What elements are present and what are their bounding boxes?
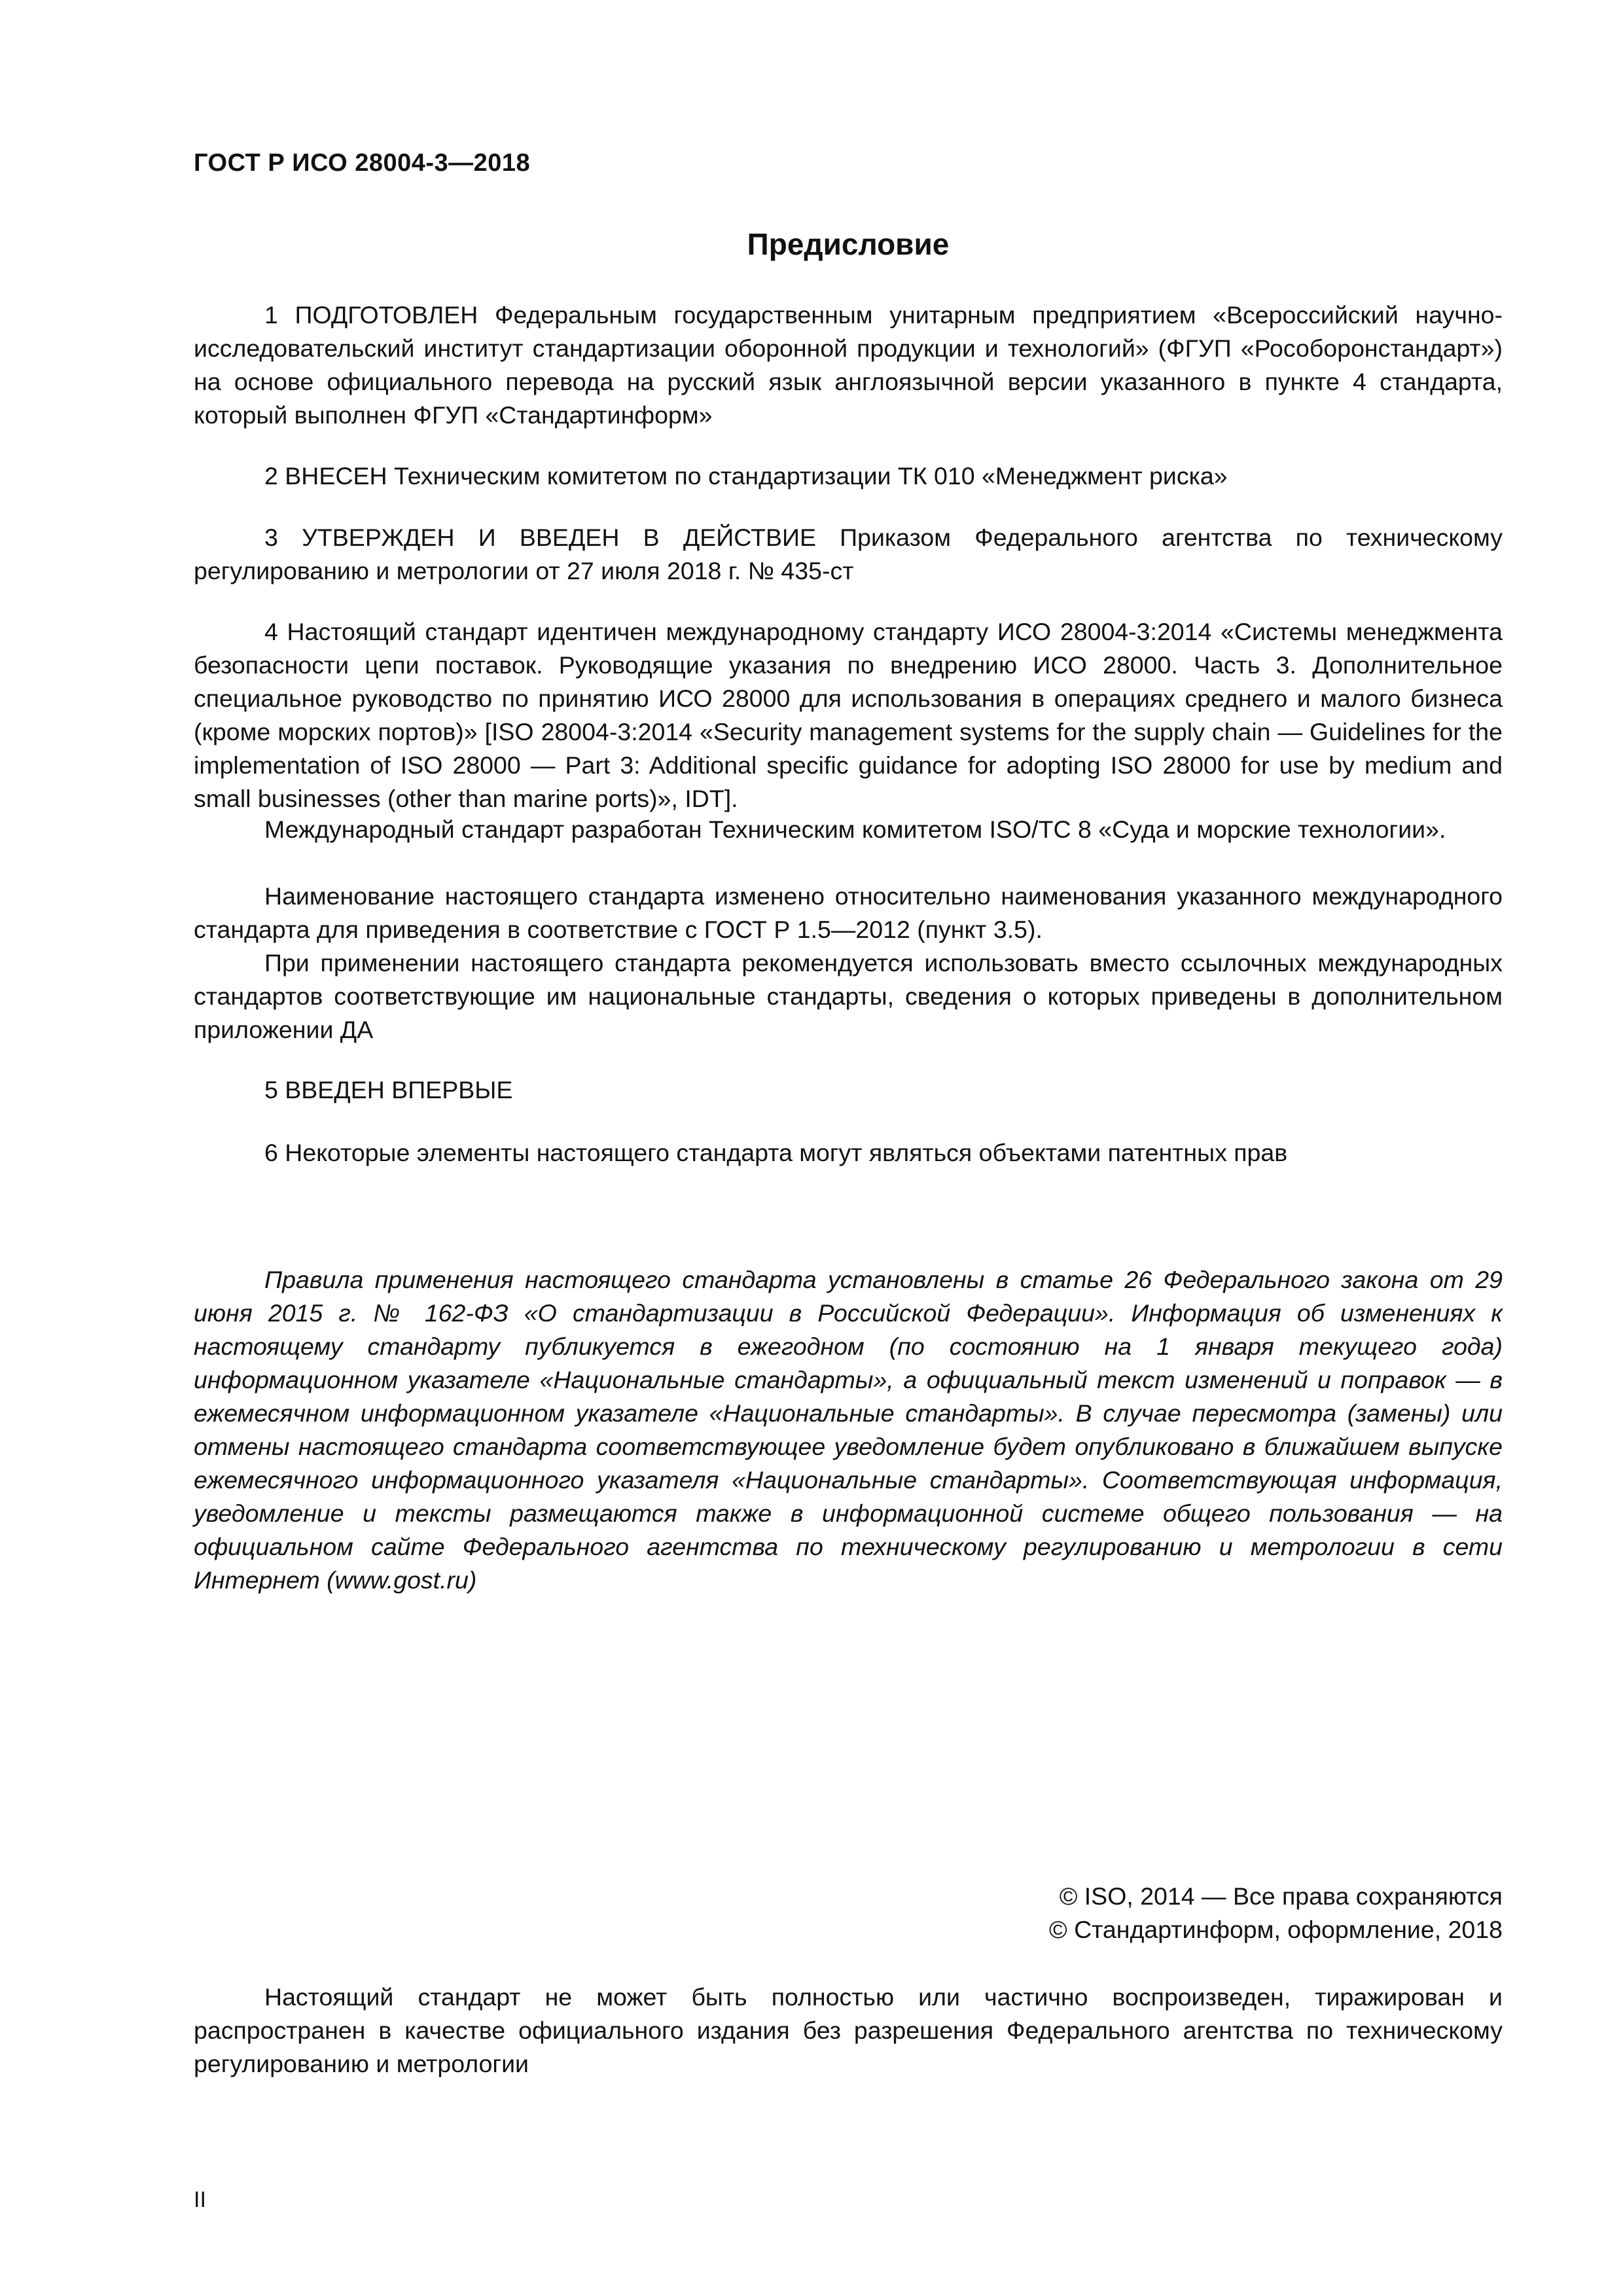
- preface-item-4-title-change: Наименование настоящего стандарта изменено относительно наименования указанного международного стандарта для приведения в соответствие с ГОСТ Р 1.5—2012 (пункт 3.5).: [194, 882, 1503, 943]
- preface-item-6: 6 Некоторые элементы настоящего стандарта могут являться объектами патентных прав: [264, 1139, 1288, 1166]
- copyright-block: [1049, 1880, 1503, 1946]
- document-page: [194, 0, 1503, 2296]
- preface-item-2: 2 ВНЕСЕН Техническим комитетом по стандартизации ТК 010 «Менеджмент риска»: [264, 462, 1228, 490]
- preface-item-4: 4 Настоящий стандарт идентичен международному стандарту ИСО 28004-3:2014 «Системы менеджмента безопасности цепи поставок. Руководящие указания по внедрению ИСО 28000. Часть 3. Дополнительное специальное руководство по принятию ИСО 28000 для использования в операциях среднего и малого бизнеса (кроме морских портов)» [ISO 28004-3:2014 «Security management systems for the supply chain — Guidelines for the implementation of ISO 28000 — Part 3: Additional specific guidance for adopting ISO 28000 for use by medium and small businesses (other than marine ports)», IDT].: [194, 618, 1503, 812]
- rules-application-note: Правила применения настоящего стандарта установлены в статье 26 Федерального закона от 29 июня 2015 г. № 162-ФЗ «О стандартизации в Российской Федерации». Информация об изменениях к настоящему стандарту публикуется в ежегодном (по состоянию на 1 января текущего года) информационном указателе «Национальные стандарты», а официальный текст изменений и поправок — в ежемесячном информационном указателе «Национальные стандарты». В случае пересмотра (замены) или отмены настоящего стандарта соответствующее уведомление будет опубликовано в ближайшем выпуске ежемесячного информационного указателя «Национальные стандарты». Соответствующая информация, уведомление и тексты размещаются также в информационной системе общего пользования — на официальном сайте Федерального агентства по техническому регулированию и метрологии в сети Интернет (www.gost.ru): [194, 1266, 1503, 1594]
- preface-item-4-national-standards: При применении настоящего стандарта рекомендуется использовать вместо ссылочных международных стандартов соответствующие им национальные стандарты, сведения о которых приведены в дополнительном приложении ДА: [194, 949, 1503, 1043]
- page-number: II: [194, 2187, 206, 2212]
- reproduction-notice: Настоящий стандарт не может быть полностью или частично воспроизведен, тиражирован и распространен в качестве официального издания без разрешения Федерального агентства по техническому регулированию и метрологии: [194, 1983, 1503, 2077]
- preface-item-5: 5 ВВЕДЕН ВПЕРВЫЕ: [264, 1076, 513, 1103]
- document-id-header: ГОСТ Р ИСО 28004-3—2018: [194, 149, 531, 177]
- copyright-standartinform: © Стандартинформ, оформление, 2018: [1049, 1916, 1503, 1943]
- preface-item-4-committee: Международный стандарт разработан Техническим комитетом ISO/TC 8 «Суда и морские технологии».: [264, 816, 1446, 843]
- preface-item-1: 1 ПОДГОТОВЛЕН Федеральным государственным унитарным предприятием «Всероссийский научно-исследовательский институт стандартизации оборонной продукции и технологий» (ФГУП «Рособоронстандарт») на основе официального перевода на русский язык англоязычной версии указанного в пункте 4 стандарта, который выполнен ФГУП «Стандартинформ»: [194, 301, 1503, 429]
- copyright-iso: © ISO, 2014 — Все права сохраняются: [1059, 1882, 1503, 1910]
- page-title: Предисловие: [747, 227, 950, 261]
- preface-item-3: 3 УТВЕРЖДЕН И ВВЕДЕН В ДЕЙСТВИЕ Приказом Федерального агентства по техническому регулированию и метрологии от 27 июля 2018 г. № 435-ст: [194, 524, 1503, 584]
